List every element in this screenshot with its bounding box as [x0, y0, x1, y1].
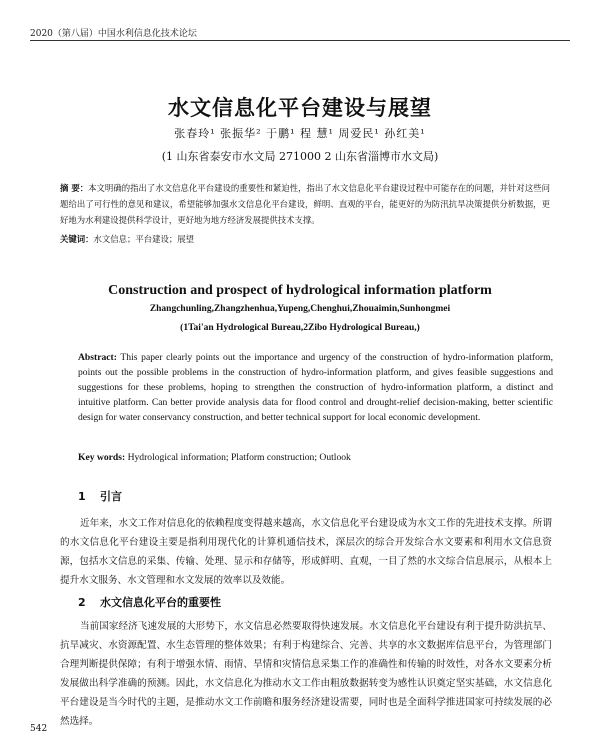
english-authors: Zhangchunling,Zhangzhenhua,Yupeng,Chenghui,Zhouaimin,Sunhongmei: [149, 304, 451, 314]
keywords-en-text: Hydrological information; Platform construction; Outlook: [125, 452, 351, 463]
section-1-number: 1: [78, 490, 86, 503]
keywords-en: [78, 450, 553, 465]
section-2-text: 当前国家经济飞速发展的大形势下，水文信息必然要取得快速发展。水文信息化平台建设有利于提升防洪抗旱、抗旱减灾、水资源配置、水生态管理的整体效果；有利于构建综合、完善、共享的水文数据库信息平台，为管理部门合理判断提供保障；有利于增强水情、雨情、旱情和灾情信息采集工作的准确性和传输的时效性，对各水文要素分析发展做出科学准确的预测。因此，水文信息化为推动水文工作由粗放数据转变为感性认识奠定坚实基础，水文信息化平台建设是当今时代的主题，是推动水文工作前瞻和服务经济建设需要，同时也是全面科学推进国家可持续发展的必然选择。: [60, 621, 552, 727]
abstract-cn-text: 本文明确的指出了水文信息化平台建设的重要性和紧迫性，指出了水文信息化平台建设过程中可能存在的问题，并针对这些问题给出了可行性的意见和建议，希望能够加强水文信息化平台建设，鲜明、直观的平台，能更好的为防汛抗旱决策提供分析数据，更好地为水利建设提供科学设计，更好地为地方经济发展提供技术支撑。: [60, 183, 550, 225]
section-2-title: 水文信息化平台的重要性: [100, 596, 221, 609]
affiliation-cn: (1 山东省泰安市水文局 271000 2 山东省淄博市水文局): [161, 150, 439, 163]
keywords-cn-label: 关键词：: [60, 234, 94, 244]
section-1-text: 近年来，水文工作对信息化的依赖程度变得越来越高，水文信息化平台建设成为水文工作的先进技术支撑。所谓的水文信息化平台建设主要是指利用现代化的计算机通信技术，深层次的综合开发综合水文要素和利用水文信息资源，包括水文信息的采集、传输、处理、显示和存储等，形成鲜明、直观，一目了然的水文综合信息展示，从根本上提升水文服务、水文管理和水文发展的效率以及效能。: [60, 518, 552, 586]
abstract-en-label: Abstract:: [78, 352, 117, 363]
section-2-number: 2: [78, 596, 86, 609]
section-1-heading: [78, 488, 122, 504]
section-1-title: 引言: [100, 490, 122, 503]
running-head: 2020（第八届）中国水利信息化技术论坛: [30, 29, 197, 39]
keywords-en-label: Key words:: [78, 452, 126, 463]
header-rule: [30, 40, 570, 41]
keywords-cn: [60, 231, 550, 247]
abstract-cn-label: 摘 要：: [60, 183, 89, 193]
authors-cn: 张春玲¹ 张振华² 于鹏¹ 程 慧¹ 周爱民¹ 孙红美¹: [174, 127, 426, 140]
english-affiliation: (1Tai'an Hydrological Bureau,2Zibo Hydrological Bureau,): [180, 323, 420, 333]
abstract-en-text: This paper clearly points out the importance and urgency of the construction of hydro-information platform, points out the possible problems in the construction of hydro-information platform, and gives feasible suggestions and suggestions for these problems, hoping to strengthen the construction of hydro-information platform, a distinct and intuitive platform. Can better provide analysis data for flood control and drought-relief decision-making, better scientific design for water conservancy construction, and better technical support for local economic development.: [78, 352, 553, 423]
page-number: 542: [30, 724, 48, 734]
section-2-heading: [78, 594, 221, 610]
paper-title: 水文信息化平台建设与展望: [168, 96, 432, 120]
keywords-cn-text: 水文信息；平台建设；展望: [93, 234, 194, 244]
abstract-cn: [60, 180, 550, 228]
abstract-en: [78, 350, 553, 425]
english-title: Construction and prospect of hydrological information platform: [108, 283, 492, 298]
